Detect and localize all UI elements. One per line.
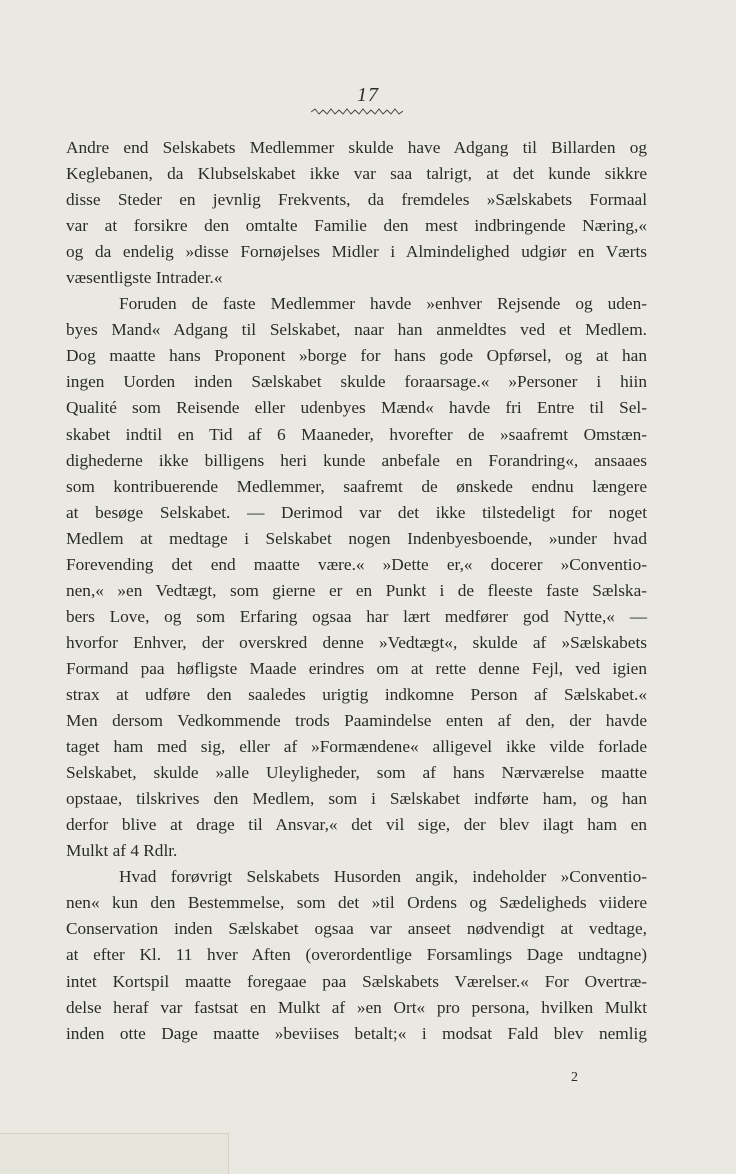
ornament-divider — [311, 108, 403, 116]
text-line: inden otte Dage maatte »beviises betalt;« i modsat Fald blev nemlig — [66, 1023, 647, 1043]
text-line: derfor blive at drage til Ansvar,« det vil sige, der blev ilagt ham en — [66, 815, 647, 835]
text-line: som kontribuerende Medlemmer, saafremt de ønskede endnu længere — [66, 476, 647, 496]
page-number: 17 — [357, 84, 379, 106]
text-line: Selskabet, skulde »alle Uleyligheder, som af hans Nærværelse maatte — [66, 763, 647, 783]
text-line: Hvad forøvrigt Selskabets Husorden angik, indeholder »Conventio- — [119, 867, 647, 887]
text-line: væsentligste Intrader.« — [66, 268, 223, 288]
text-line: Mulkt af 4 Rdlr. — [66, 841, 178, 861]
text-line: nen,« »en Vedtægt, som gierne er en Punkt i de fleeste faste Sælska- — [66, 580, 647, 600]
text-line: Forevending det end maatte være.« »Dette er,« docerer »Conventio- — [66, 554, 647, 574]
text-line: delse heraf var fastsat en Mulkt af »en Ort« pro persona, hvilken Mulkt — [66, 997, 647, 1017]
text-line: byes Mand« Adgang til Selskabet, naar han anmeldtes ved et Medlem. — [66, 320, 647, 340]
text-line: Andre end Selskabets Medlemmer skulde have Adgang til Billarden og — [66, 138, 647, 157]
text-line: Keglebanen, da Klubselskabet ikke var saa talrigt, at det kunde sikkre — [66, 164, 647, 184]
body-text — [66, 135, 647, 1047]
text-line: Dog maatte hans Proponent »borge for hans gode Opførsel, og at han — [66, 346, 647, 366]
text-line: intet Kortspil maatte foregaae paa Sælskabets Værelser.« For Overtræ- — [66, 971, 647, 991]
text-line: at efter Kl. 11 hver Aften (overordentlige Forsamlings Dage undtagne) — [66, 945, 647, 965]
text-line: skabet indtil en Tid af 6 Maaneder, hvorefter de »saafremt Omstæn- — [66, 424, 647, 444]
text-line: Foruden de faste Medlemmer havde »enhver Rejsende og uden- — [119, 294, 647, 314]
text-line: Qualité som Reisende eller udenbyes Mænd« havde fri Entre til Sel- — [66, 398, 647, 418]
text-line: dighederne ikke billigens heri kunde anbefale en Forandring«, ansaaes — [66, 450, 647, 470]
text-line: nen« kun den Bestemmelse, som det »til Ordens og Sædeligheds viidere — [66, 893, 647, 913]
text-line: Formand paa høfligste Maade erindres om at rette denne Fejl, ved igien — [66, 658, 647, 678]
signature-mark: 2 — [571, 1070, 578, 1085]
text-line: strax at udføre den saaledes urigtig indkomne Person af Sælskabet.« — [66, 684, 647, 704]
text-line: taget ham med sig, eller af »Formændene« alligevel ikke vilde forlade — [66, 737, 647, 757]
text-line: var at forsikre den omtalte Familie den mest indbringende Næring,« — [66, 216, 647, 236]
text-line: Men dersom Vedkommende trods Paamindelse enten af den, der havde — [66, 711, 647, 731]
page-edge — [0, 1133, 229, 1174]
text-line: ingen Uorden inden Sælskabet skulde foraarsage.« »Personer i hiin — [66, 372, 647, 392]
text-line: bers Love, og som Erfaring ogsaa har lært medfører god Nytte,« — — [66, 606, 647, 626]
text-line: opstaae, tilskrives den Medlem, som i Sælskabet indførte ham, og han — [66, 789, 647, 809]
text-line: Conservation inden Sælskabet ogsaa var anseet nødvendigt at vedtage, — [66, 919, 647, 939]
text-line: Medlem at medtage i Selskabet nogen Indenbyesboende, »under hvad — [66, 528, 647, 548]
text-line: hvorfor Enhver, der overskred denne »Vedtægt«, skulde af »Sælskabets — [66, 632, 647, 652]
text-line: disse Steder en jevnlig Frekvents, da fremdeles »Sælskabets Formaal — [66, 190, 647, 210]
text-line: at besøge Selskabet. — Derimod var det ikke tilstedeligt for noget — [66, 502, 647, 522]
text-line: og da endelig »disse Fornøjelses Midler i Almindelighed udgiør en Værts — [66, 242, 647, 262]
